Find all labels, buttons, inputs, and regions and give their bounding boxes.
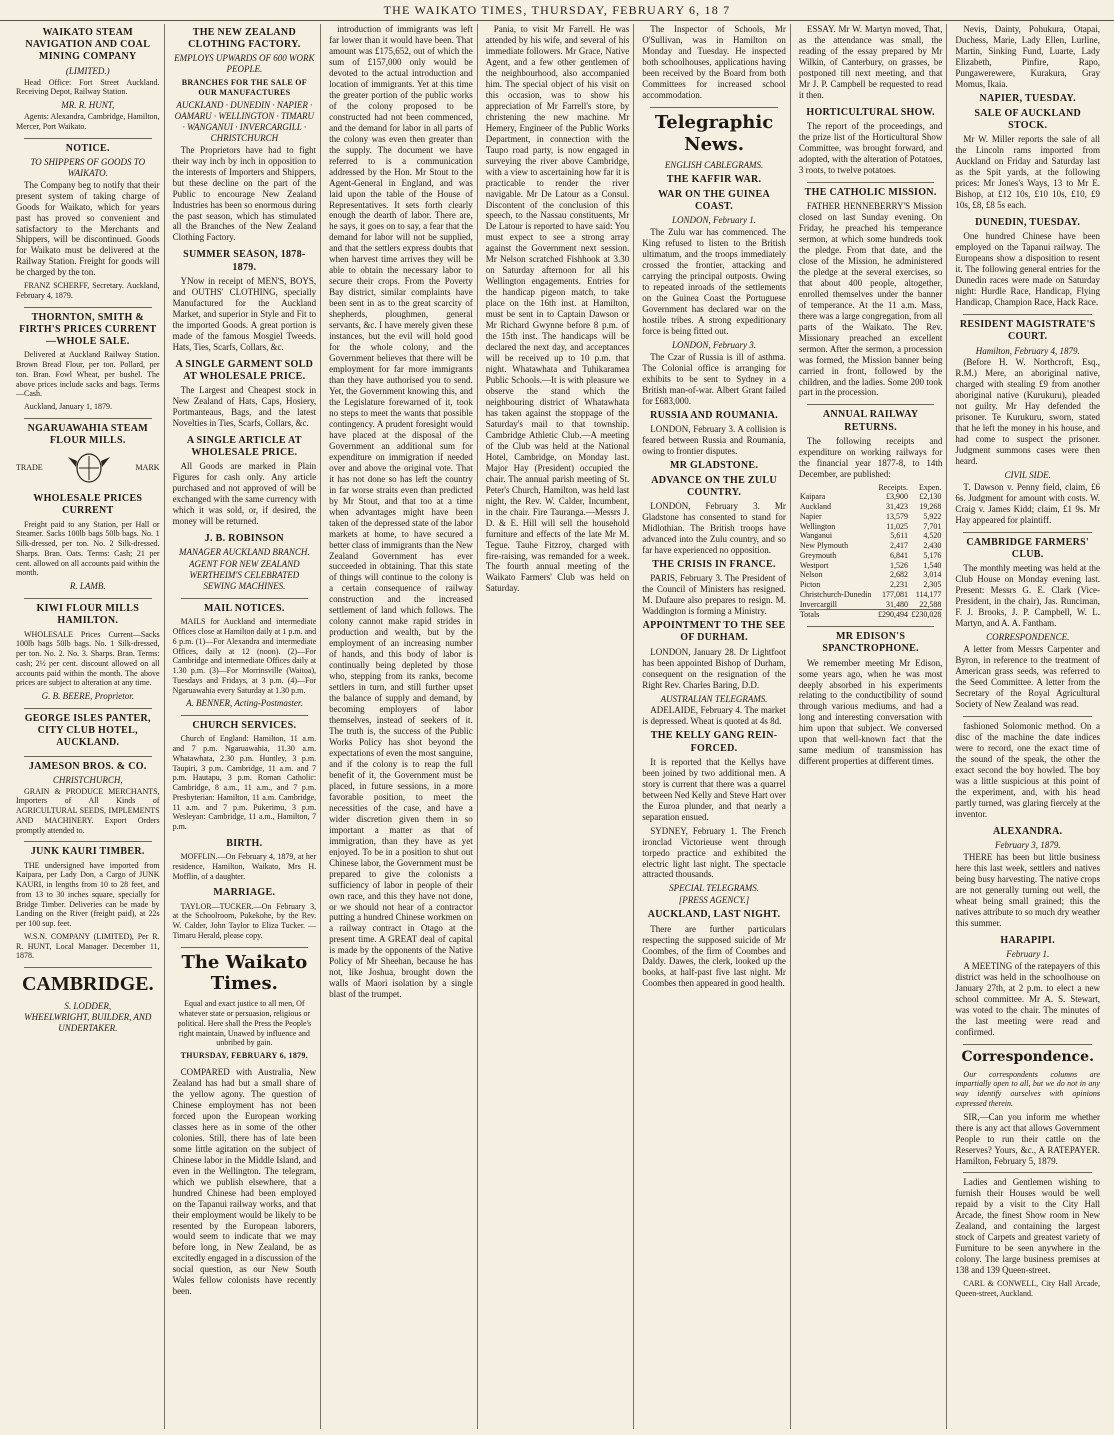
- table-cell: 1,540: [923, 560, 942, 570]
- sale-body: All Goods are marked in Plain Figures for cash only. Any article purchased and not approved of will be exchanged with the same currency with which it was sold, or, if desired, the money will be returned.: [172, 461, 317, 527]
- correspondence-body: A letter from Messrs Carpenter and Byron, in reference to the treatment of American grass seeds, was referred to the Seed Committee. A letter from the Secretary of the Royal Agricultural Society of New Zealand was read.: [955, 644, 1100, 709]
- single-title: A SINGLE GARMENT SOLD AT WHOLESALE PRICE.: [175, 358, 314, 382]
- edison-article: [799, 631, 943, 767]
- table-cell: 5,922: [923, 511, 942, 521]
- summer-season-ad: [173, 249, 317, 352]
- church-title: CHURCH SERVICES.: [192, 720, 297, 732]
- sydney-body: SYDNEY, February 1. The French ironclad Victorieuse went through torpedo practice and exhibited the electric light last night. The spectacle attracted thousands.: [642, 825, 786, 880]
- mission-body: FATHER HENNEBERRY'S Mission closed on last Sunday evening. On Friday, he preached his temperance sermon, at which some hundreds took the pledge. From that date, and the close of the Mission, he administered the pledge at the several exercises, so that about 400 people, altogether, enrolled themselves under the banner of temperance. At the 11 a.m. Mass, there was a large congregation, from all parts of the Waikato. The Rev. Missionary preached an excellent sermon. After the sermon, a procession was formed, the Mission banner being carried in front, followed by the children, and the ladies. Some 200 took part in the procession.: [798, 201, 943, 398]
- table-cell: 31,480: [886, 599, 908, 609]
- harapipi-news: [955, 935, 1100, 1038]
- steam-office: Head Office: Fort Street Auckland. Receiving Depot, Railway Station.: [16, 77, 160, 97]
- kauri-sign: W.S.N. COMPANY (LIMITED), Per R. R. HUNT, Local Manager. December 11, 1878.: [16, 931, 160, 961]
- divider: [24, 708, 152, 709]
- marriage-notice: [173, 887, 317, 940]
- cambridge-title: CAMBRIDGE.: [21, 973, 154, 996]
- durham-body: LONDON, January 28. Dr Lightfoot has been appointed Bishop of Durham, consequent on the resignation of the Right Rev. Charles Baring, D.D.: [642, 646, 786, 690]
- table-cell: £2,130: [919, 492, 942, 502]
- solomonic-item: [955, 721, 1100, 820]
- wholesale-body: Freight paid to any Station, per Hall or Steamer. Sacks 100lb bags 50lb bags. No. 1 Silk-dressed, per ton. No. 2 Silk-dressed. Sharps. Bran. Oats. Terms: Cash; 21 per cent. allowed on all accounts paid within the month.: [16, 519, 160, 578]
- table-cell: 11,025: [886, 521, 908, 531]
- robinson-agent: AGENT FOR NEW ZEALAND WERTHEIM'S CELEBRATED SEWING MACHINES.: [189, 559, 300, 592]
- table-cell: 19,268: [919, 502, 942, 512]
- table-cell: 1,526: [890, 560, 908, 570]
- auckland-body: There are further particulars respecting the supposed suicide of Mr Coombes, of the firm of Coombes and Daldy. Dawes, the clerk, looked up the books, at half-past five last night. Mr Coombes then appeared in good health.: [642, 923, 786, 989]
- table-header-cell: Receipts.: [878, 482, 908, 492]
- club-body: The monthly meeting was held at the Club House on Monday evening last. Present: Messrs G. E. Clark (Vice-President, in the chair), Jas. Runciman, F. J. Brooks, J. P. Campbell, W. L. Martyn, and A. A. Fantham.: [955, 563, 1100, 629]
- civil-body: T. Dawson v. Penny field, claim, £6 6s. Judgment for amount with costs. W. Craig v. James Kidd; claim, £1 9s. Mr Hay appeared for plaintiff.: [955, 482, 1100, 526]
- single-body: The Largest and Cheapest stock in New Zealand of Hats, Caps, Hosiery, Portmanteaus, Bags, and the latest Novelties in Ties, Scarfs, Collars, &c.: [172, 384, 317, 428]
- table-cell: 2,682: [890, 570, 908, 580]
- ladies-sign: CARL & CONWELL, City Hall Arcade, Queen-street, Auckland.: [955, 1279, 1100, 1298]
- times-date: THURSDAY, FEBRUARY 6, 1879.: [180, 1051, 309, 1061]
- corr-title: Correspondence.: [961, 1048, 1094, 1065]
- russia-body: LONDON, February 3. A collision is feared between Russia and Roumania, owing to frontier disputes.: [642, 423, 786, 456]
- mail-title: MAIL NOTICES.: [204, 603, 285, 615]
- catholic-mission: [799, 187, 943, 399]
- table-cell: Christchurch-Dunedin: [799, 589, 872, 599]
- zulu-body: LONDON, February 3. Mr Gladstone has consented to stand for Midlothian. The British troops have advanced into the Zulu country, and so far have experienced no opposition.: [642, 501, 786, 556]
- clothing-title: THE NEW ZEALAND CLOTHING FACTORY.: [188, 27, 301, 51]
- flour-mills-ad: [16, 423, 160, 487]
- flour-date: Auckland, January 1, 1879.: [24, 402, 112, 412]
- column-7: [953, 24, 1104, 1429]
- column-1: [14, 24, 165, 1429]
- table-header-cell: [799, 483, 876, 493]
- single-article-ad: [173, 435, 317, 527]
- kiwi-body: WHOLESALE Prices Current—Sacks 100lb bags 50lb bags. No. 1 Silk-dressed, per ton. No. 2. No. 3. Sharps. Bran. Terms: cash; 2½ per cent. discount allowed on all accounts paid within the month. The above prices are subject to alteration at any time.: [16, 629, 160, 688]
- london-dateline-1: LONDON, February 1.: [672, 215, 757, 226]
- magistrate-court: [955, 319, 1100, 526]
- local-news-body: Pania, to visit Mr Farrell. He was attended by his wife, and several of his immediate followers. Mr Grace, Native Agent, and a few other gentlemen of the neighbourhood, also accompanied him. The special object of his visit on this occasion, was to show his appreciation of Mr Farrell's store, by christening the new machine. Mr Hemery, Engineer of the Public Works Department, in connection with the Taupo road party, is now engaged in surveying the river above Cambridge, with a view to ascertaining how far it is practicable to render the river navigable. Mr De Latour as a Consul. Discontent of the conclusion of this speech, to the Nassau constituents, Mr De Latour is reported to have said: You must expect to see a strong array against the Government next session. Mr Nelson scratched Fishhook at 3.30 on Saturday afternoon for all his Wellington engagements. Entries for the handicap pigeon match, to take place on the 16th inst. at Hamilton, must be sent in to Captain Dawson or Mr Richard Gwynne before 8 p.m. of the 15th inst. The handicaps will be declared the next day, and acceptances will be received up to 10 p.m. that night. Whatawhata and Tuhikaramea Public Schools.—It is with pleasure we observe the stand which the neighbouring district of Whatawhata has taken against the stoppage of the Saturday's mail to that township. Cambridge Athletic Club.—A meeting of the Club was held at the National Hotel, Cambridge, on Monday last. Major Hay (President) occupied the chair. The annual parish meeting of St. Peter's Church, Hamilton, was held last night, the Rev. W. Calder, Incumbent, in the chair. Fire Tauranga.—Messrs J. D. & E. Hill will sell the household furniture and effects of the late Mr M. Tegue. Tauhe Fitzroy, charged with fire-raising, was remanded for a week. The fourth annual meeting of the Waikato Farmers' Club was held on Saturday.: [485, 24, 630, 594]
- essay-body: ESSAY. Mr W. Martyn moved, That, as the attendance was small, the reading of the essay prepared by Mr Wilkin, of Canterbury, on grasses, be postponed till next meeting, and that Mr J. P. Campbell be requested to read it then.: [798, 24, 943, 100]
- table-cell: 5,176: [923, 550, 942, 560]
- table-cell: Napier: [799, 511, 822, 521]
- clothing-factory-ad: [173, 27, 317, 243]
- kelly-body: It is reported that the Kellys have been joined by two additional men. A story is current that there was a quarrel between Ned Kelly and Steve Hart over the Euroa plunder, and that nearly a separation ensued.: [642, 756, 786, 822]
- cambridge-name: S. LODDER,: [64, 1000, 112, 1011]
- kiwi-sign: G. B. BEERE, Proprietor.: [41, 691, 134, 701]
- guinea-body: The Zulu war has commenced. The King refused to listen to the British ultimatum, and the troops immediately crossed the frontier, attacking and carrying the principal outposts. Owing to repeated inroads of the settlements on the Guinea Coast the Portuguese Government has declared war on the hostile tribes. A strong expeditionary force is being fitted out.: [642, 227, 786, 336]
- czar-body: The Czar of Russia is ill of asthma. The Colonial office is arranging for exhibits to be sent to Sydney in a British man-of-war. Albert Grant failed for £683,000.: [642, 351, 786, 406]
- table-row: [799, 570, 943, 580]
- divider: [963, 1172, 1092, 1173]
- jameson-sub: CHRISTCHURCH,: [52, 774, 123, 785]
- table-row: [799, 522, 943, 532]
- table-row: [799, 600, 943, 610]
- clothing-sub: EMPLOYS UPWARDS OF 600 WORK PEOPLE.: [174, 53, 315, 75]
- wholesale-sign: R. LAMB.: [69, 581, 106, 592]
- leader-continued: [329, 24, 473, 1000]
- divider: [807, 182, 935, 183]
- horticultural-show: [799, 107, 943, 176]
- sale-title: A SINGLE ARTICLE AT WHOLESALE PRICE.: [186, 434, 302, 458]
- table-cell: 6,841: [890, 550, 908, 560]
- inspector-news: [642, 24, 786, 101]
- club-title: CAMBRIDGE FARMERS' CLUB.: [966, 537, 1090, 561]
- summer-body: YNow in receipt of MEN'S, BOYS, and OUTHS' CLOTHING, specially Manufactured for the Auckland Market, and superior in Style and Fit to the imported Goods. A great portion is made of the famous Mosgiel Tweeds. Hats, Ties, Scarfs, Collars, &c.: [172, 275, 317, 352]
- table-cell: 2,430: [923, 541, 942, 551]
- harapipi-title: HARAPIPI.: [1000, 934, 1056, 946]
- leader-article: [173, 1067, 317, 1297]
- press-agency: [PRESS AGENCY.]: [678, 895, 750, 906]
- trade-label: TRADE: [16, 463, 43, 473]
- table-cell: Auckland: [799, 502, 831, 512]
- kauri-ad: [16, 846, 160, 961]
- summer-title: SUMMER SEASON, 1878-1879.: [183, 249, 306, 273]
- kauri-title: JUNK KAURI TIMBER.: [30, 846, 145, 858]
- harapipi-date: February 1.: [1006, 948, 1050, 959]
- horticultural-title: HORTICULTURAL SHOW.: [806, 106, 935, 118]
- auckland-heading: AUCKLAND, LAST NIGHT.: [647, 909, 781, 921]
- table-row: [799, 502, 943, 512]
- dunedin-news: [955, 217, 1100, 308]
- divider: [963, 1044, 1092, 1045]
- napier-news: [955, 24, 1100, 211]
- london-dateline-3: LONDON, February 3.: [672, 339, 757, 350]
- gladstone-heading: MR GLADSTONE.: [669, 459, 759, 471]
- jameson-ad: [16, 761, 160, 836]
- corr-body: SIR,—Can you inform me whether there is any act that allows Government People to run their cattle on the Reserves? Yours, &c., A RATEPAYER. Hamilton, February 5, 1879.: [955, 1111, 1100, 1166]
- wholesale-title: WHOLESALE PRICES CURRENT: [33, 493, 143, 517]
- steam-manager: MR. R. HUNT,: [61, 100, 115, 111]
- birth-title: BIRTH.: [226, 837, 263, 849]
- table-cell: 31,423: [886, 502, 908, 512]
- divider: [963, 532, 1092, 533]
- table-cell: 13,579: [886, 511, 908, 521]
- jameson-title: JAMESON BROS. & CO.: [28, 760, 147, 772]
- cambridge-trade: WHEELWRIGHT, BUILDER, AND UNDERTAKER.: [24, 1012, 152, 1034]
- marriage-title: MARRIAGE.: [213, 887, 276, 899]
- table-cell: Invercargill: [799, 599, 838, 609]
- wholesale-ad: [16, 493, 160, 592]
- kelly-heading: THE KELLY GANG REIN-FORCED.: [650, 730, 778, 754]
- ladies-body: Ladies and Gentlemen wishing to furnish their Houses would be well repaid by a visit to the City Hall Arcade, the finest Show room in New Zealand, and containing the largest stock of Carpets and greatest variety of Furniture to be seen anywhere in the colony. The large business premises at 138 and 139 Queen-street.: [955, 1177, 1100, 1276]
- steam-title: WAIKATO STEAM NAVIGATION AND COAL MINING COMPANY: [25, 27, 151, 63]
- column-3: [327, 24, 478, 1429]
- single-garment-ad: [173, 359, 317, 429]
- corr-note: Our correspondents columns are impartially open to all, but we do not in any way identify ourselves with opinions expressed therein.: [955, 1069, 1100, 1108]
- napier-title: NAPIER, TUESDAY.: [979, 92, 1076, 104]
- mail-notices: [173, 603, 317, 709]
- table-row: [799, 512, 943, 522]
- zulu-heading: ADVANCE ON THE ZULU COUNTRY.: [651, 474, 777, 499]
- mark-label: MARK: [135, 463, 160, 473]
- court-title: RESIDENT MAGISTRATE'S COURT.: [959, 319, 1096, 343]
- table-row: [799, 551, 943, 561]
- table-cell: Wellington: [799, 521, 836, 531]
- divider: [181, 715, 309, 716]
- napier-body: Mr W. Miller reports the sale of all the Lincoln rams imported from Auckland on Friday and Saturday last as the Spit yards, at the following prices: Mr Jones's Ways, 13 to Mr E. Bishop, at £12 10s, £10 10s, £10, £9 10s, £8, £8 5s each.: [955, 134, 1100, 211]
- column-4: [484, 24, 635, 1429]
- flour-title: THORNTON, SMITH & FIRTH'S PRICES CURRENT—WHOLE SALE.: [19, 311, 157, 348]
- table-cell: 3,014: [923, 570, 942, 580]
- jameson-body: GRAIN & PRODUCE MERCHANTS, Importers of All Kinds of AGRICULTURAL SEEDS, IMPLEMENTS AND MACHINERY. Export Orders promptly attended to.: [16, 786, 160, 835]
- railway-returns: [799, 409, 943, 620]
- kiwi-title: KIWI FLOUR MILLS HAMILTON.: [36, 603, 140, 627]
- furnishing-ad: [955, 1177, 1100, 1298]
- divider: [807, 404, 935, 405]
- civil-title: CIVIL SIDE.: [1004, 470, 1051, 481]
- times-title: The Waikato Times.: [181, 951, 308, 995]
- steam-navigation-ad: [16, 27, 160, 132]
- table-cell: Kaipara: [799, 492, 826, 502]
- table-row: [799, 561, 943, 571]
- dunedin-title: DUNEDIN, TUESDAY.: [975, 217, 1081, 229]
- flour-prices-ad: [16, 312, 160, 412]
- railway-body: The following receipts and expenditure on working railways for the financial year 1877-8, to 14th December, are published:: [798, 435, 943, 479]
- column-5: [640, 24, 791, 1429]
- divider: [24, 598, 152, 599]
- divider: [963, 314, 1092, 315]
- dunedin-body: One hundred Chinese have been employed on the Tapanui railway. The Europeans show a disposition to resent it. The following general entries for the Dunedin races were made on Saturday night: Hurdle Race, Handicap, Flying Handicap, Champion Race, Hack Race.: [955, 231, 1100, 308]
- table-row: [799, 580, 943, 590]
- church-services: [173, 720, 317, 832]
- crisis-body: PARIS, February 3. The President of the Council of Ministers has resigned. M. Dufaure also prepares to resign. M. Waddington is forming a Ministry.: [642, 573, 786, 617]
- table-row: [799, 531, 943, 541]
- alexandra-date: February 3, 1879.: [994, 839, 1061, 850]
- robinson-name: J. B. ROBINSON: [204, 533, 284, 544]
- durham-heading: APPOINTMENT TO THE SEE OF DURHAM.: [642, 620, 786, 644]
- divider: [24, 138, 152, 139]
- table-row: [799, 590, 943, 600]
- notice-sign: FRANZ SCHERFF, Secretary. Auckland, February 4, 1879.: [16, 281, 160, 301]
- steam-limited: (LIMITED.): [65, 65, 110, 76]
- alexandra-news: [955, 826, 1100, 929]
- divider: [650, 107, 778, 108]
- mission-title: THE CATHOLIC MISSION.: [804, 186, 937, 198]
- correspondence-title: CORRESPONDENCE.: [986, 632, 1070, 643]
- kauri-body: THE undersigned have imported from Kaipara, per Lady Don, a Cargo of JUNK KAURI, in lengths from 10 to 28 feet, and from 13 to 30 inches square, specially for Bridge Timber. Deliveries can be made by Landing on the River (freight paid), at 22s per 100 sup. feet.: [16, 860, 160, 929]
- robinson-ad: [173, 533, 317, 592]
- clothing-towns: AUCKLAND · DUNEDIN · NAPIER · OAMARU · WELLINGTON · TIMARU · WANGANUI · INVERCARGILL · CHRISTCHURCH: [174, 99, 315, 143]
- table-cell: 2,417: [890, 541, 908, 551]
- inspector-body: The Inspector of Schools, Mr O'Sullivan, was in Hamilton on Monday and Tuesday. He inspected both schoolhouses, applications having been received by the Board from both Committees for increased school accommodation.: [642, 24, 786, 100]
- table-row: [799, 492, 943, 502]
- divider: [181, 598, 309, 599]
- leader-continued-body: introduction of immigrants was left far lower than it would have been. That amount was £175,652, out of which the sum of £157,000 only would be devoted to the actual introduction and location of immigrants. Yet at this time the greater portion of the public works of the colony proposed to be constructed had not been commenced, and the demand for labor in all parts of the colony was even then greater than the supply. The document we have referred to is a communication addressed by the Hon. Mr Stout to the Agent-General in England, and was laid upon the table of the House of Representatives. It sets forth clearly enough the dearth of labor. There are, he says, it goes on to say, a fear that the demand for labor will not be supplied, and that the settlers express doubts that when harvest time arrives they will be able to obtain the necessary labor to secure their crops. From the Poverty Bay district, similar complaints have been sent in as to the great scarcity of shepherds, ploughmen, general servants, &c. I have merely given these instances, but the evil will hold good for the whole colony, and the Government believes that there will be employment for far more immigrants than they have authorised you to send. Yet, the Government knowing this, and the Legislature forewarned of it, took no steps to meet the wants that possible contingency. A prudent foresight would have placed at the disposal of the Government an additional sum for expenditure on immigration if needed over and above the original vote. That it has not done so has left the country in far worse straits even than predicted by Mr Stout, and that too at a time when advantages might have been taken of the depressed state of the labor markets at home, to have secured a better class of immigrants than the New Zealand Government has ever succeeded in obtaining. That this state of things will continue to the colony is a certain consequence of railway construction and the increased settlement of land which follows. The colony cannot make rapid strides in production and wealth, but by the employment of an increasing number of hands, and this body of labor is continually being depleted by those who, stepping from its ranks, become settlers in turn, and still further upset the balance of supply and demand, by becoming employers of labor themselves, instead of seekers of it. The truth is, the success of the Public Works Policy has shot beyond the expectations of even the most sanguine, and if the colony is to reap the full benefit of it, the Government must be placed, in future sessions, in a more favorable position, to meet the necessities of the case, and have a wider discretion given them in so important a matter as that of immigration, than they have as yet enjoyed. To be in a position to shut out Chinese labor, the Government must be prepared to give the colonists a sufficiency of labor in people of their own race, and this they have not done, or we should not hear of a contractor putting a hundred Chinese workmen on a railway contract in Otago at the present time. A GREAT deal of capital is made by the opponents of the Native Policy of Mr Sheehan, because he has not, like Joshua, brought down the walls of Maori isolation by a single blast of the trumpet.: [329, 24, 473, 1000]
- correspondence-section: [955, 1049, 1100, 1167]
- column-6: [797, 24, 948, 1429]
- divider: [181, 947, 309, 948]
- column-2: [171, 24, 322, 1429]
- clothing-body: The Proprietors have had to fight their way inch by inch in opposition to the interests of Importers and Shippers, but these decline on the part of the Public to encourage New Zealand Industries has been so enormous during the past season, which has stimulated all the Branches of the New Zealand Clothing Factory.: [172, 144, 317, 243]
- church-body: Church of England: Hamilton, 11 a.m. and 7 p.m. Ngaruawahia, 11.30 a.m. Whatawhata, 2.30 p.m. Huntley, 3 p.m. Taupiri, 3 p.m. Cambridge, 11 a.m. and 7 p.m. Hautapu, 3 p.m. Roman Catholic: Cambridge, 8 a.m., 11 a.m., and 7 p.m. Presbyterian: Hamilton, 11 a.m. Cambridge, 11 a.m. and 7 p.m. Pukerimu, 3 p.m. Wesleyan: Cambridge, 11 a.m., Hamilton, 7 p.m.: [172, 734, 317, 832]
- divider: [24, 418, 152, 419]
- hotel-title: GEORGE ISLES PANTER, CITY CLUB HOTEL, AUCKLAND.: [24, 712, 151, 749]
- table-cell: Wanganui: [799, 531, 833, 541]
- cambridge-ad: [16, 972, 160, 1034]
- table-cell: 114,177: [915, 589, 942, 599]
- table-cell: 4,520: [923, 531, 942, 541]
- table-header-row: [799, 483, 943, 493]
- solomonic-body: fashioned Solomonic method. On a disc of the machine the date indices were to record, one the exact time of the sound of the speak, the other the exact second the boy howled. The boy was a little suspicious at this point of the experiment, and, with his head partly turned, was glaring fiercely at the inventor.: [955, 720, 1100, 819]
- divider: [963, 716, 1092, 717]
- crisis-heading: THE CRISIS IN FRANCE.: [652, 559, 776, 571]
- clothing-branches: BRANCHES FOR THE SALE OF OUR MANUFACTURES: [181, 78, 307, 98]
- notice-title: NOTICE.: [65, 142, 110, 154]
- robinson-role: MANAGER AUCKLAND BRANCH.: [179, 547, 310, 558]
- table-cell: Westport: [799, 560, 829, 570]
- flour-body: Delivered at Auckland Railway Station. Brown Bread Flour, per ton. Pollard, per ton. Bran. Fowl Wheat, per bushel. The above prices include sacks and bags. Terms—Cash.: [16, 350, 160, 399]
- birth-body: MOFFLIN.—On February 4, 1879, at her residence, Hamilton, Waikato, Mrs H. Mofflin, of a daughter.: [172, 852, 317, 881]
- columns: [14, 24, 1104, 1429]
- local-news: [486, 24, 630, 594]
- table-cell: 5,611: [890, 531, 908, 541]
- table-total-row: [799, 610, 943, 620]
- times-nameplate: [173, 952, 317, 1061]
- table-cell: 22,588: [919, 599, 942, 609]
- table-cell: Greymouth: [799, 550, 837, 560]
- table-cell: 177,081: [882, 589, 908, 599]
- table-cell: 2,231: [890, 580, 908, 590]
- horticultural-body: The report of the proceedings, and the prize list of the Horticultural Show Committee, was brought forward, and adopted, with the alteration of Potatoes, 3 roots, to twelve potatoes.: [798, 120, 943, 175]
- adelaide-body: ADELAIDE, February 4. The market is depressed. Wheat is quoted at 4s 8d.: [642, 705, 786, 727]
- table-cell: £3,900: [886, 492, 908, 502]
- court-sub: Hamilton, February 4, 1879.: [975, 345, 1080, 356]
- table-cell: Totals: [799, 610, 820, 620]
- leader-body: COMPARED with Australia, New Zealand has had but a small share of the yellow agony. The question of Chinese employment has not been forced upon the European working classes here as in some of the other colonies. Still, there has of late been some little agitation on the subject of Chinese labor in the Middle Island, and even in the Wellington. The telegram, which we publish elsewhere, that a hundred Chinese had been employed on the Tapanui railway works, and that their employment would be likely to be resented by the European laborers, would seem to indicate that we may before long, in New Zealand, be as excitedly engaged in a discussion of the social question, as our New South Wales fellow colonists have recently been.: [172, 1066, 317, 1297]
- edison-body: We remember meeting Mr Edison, some years ago, when he was most deeply absorbed in his experiments relating to the conductibility of sound through various mediums, and had a long and interesting conversation with him upon that subject. We conversed upon that well-known fact that the same medium of transmission has different properties at different times.: [798, 657, 943, 767]
- table-cell: Nelson: [799, 570, 823, 580]
- mills-title: NGARUAWAHIA STEAM FLOUR MILLS.: [27, 422, 148, 447]
- alexandra-body: THERE has been but little business here this last week, settlers and natives being busy harvesting. The native crops are not generally turning out well, the wheat being small grained; this the natives attribute to so much dry weather this summer.: [955, 851, 1100, 928]
- mail-sign: A. BENNER, Acting-Postmaster.: [186, 698, 303, 709]
- english-cablegrams: ENGLISH CABLEGRAMS.: [664, 159, 764, 170]
- table-cell: £290,494: [878, 610, 908, 620]
- mail-body: MAILS for Auckland and intermediate Offices close at Hamilton daily at 1 p.m. and 6 p.m. (1)—For Alexandra and intermediate Offices, daily at 12 (noon). (2)—For Cambridge and intermediate Offices daily at 1.30 p.m. (3)—For Morrinsville (Waitoa), Tuesdays and Fridays, at 3 p.m. (4)—For Ngaruawahia every Saturday at 1.30 p.m.: [172, 617, 317, 695]
- telegraphic-title: Telegraphic News.: [654, 111, 774, 155]
- special-telegrams: SPECIAL TELEGRAMS.: [669, 883, 759, 894]
- table-header-cell: Expen.: [918, 482, 942, 492]
- railway-table: [799, 483, 943, 621]
- table-row: [799, 541, 943, 551]
- napier-lead: Nevis, Dainty, Pohukura, Otapai, Duchess, Marie, Lady Ellen, Lurline, Martin, Sinking Fund, Luarte, Lady Elizabeth, Pinfire, Rapo, Pungawerewere, Kurakura, Gray Momus, Ikaia.: [955, 24, 1100, 89]
- marriage-body: TAYLOR—TUCKER.—On February 3, at the Schoolroom, Pukekohe, by the Rev. W. Calder, John Taylor to Eliza Tucker. —Timaru Herald, please copy.: [172, 901, 317, 940]
- australian-telegrams: AUSTRALIAN TELEGRAMS.: [660, 693, 768, 704]
- steam-agents: Agents: Alexandra, Cambridge, Hamilton, Mercer, Port Waikato.: [16, 112, 160, 131]
- notice-body: The Company beg to notify that their present system of taking charge of Goods for Waikato, which for years past has proved so convenient and satisfactory to the Merchants and Shippers, will be discontinued. Goods for Waikato must be delivered at the Railway Station. Freight for goods will be charged by the ton.: [16, 179, 160, 278]
- times-motto: Equal and exact justice to all men, Of whatever state or persuasion, religious or political. Here shall the Press the People's right maintain, Unawed by influence and unbribed by gain.: [177, 999, 312, 1048]
- court-body: (Before H. W. Northcroft, Esq., R.M.) Mere, an aboriginal native, charged with stealing £9 from another aboriginal native (Kurukuru), pleaded not guilty. Mr Hay defended the prisoner. Te Kurukuru, sworn, stated that he left the money in his house, and had come to suspect the prisoner. Judgment summons cases were then heard.: [955, 357, 1100, 467]
- table-cell: 7,701: [923, 521, 942, 531]
- divider: [24, 756, 152, 757]
- russia-heading: RUSSIA AND ROUMANIA.: [650, 409, 779, 421]
- guinea-heading: WAR ON THE GUINEA COAST.: [658, 188, 770, 213]
- alexandra-title: ALEXANDRA.: [993, 825, 1063, 837]
- telegraphic-news: [642, 112, 786, 990]
- table-cell: New Plymouth: [799, 541, 849, 551]
- crest-icon: [66, 451, 112, 485]
- table-cell: £230,028: [911, 610, 942, 620]
- page-masthead: THE WAIKATO TIMES, THURSDAY, FEBRUARY 6, 18 7: [0, 0, 1114, 21]
- notice-ad: [16, 143, 160, 301]
- birth-notice: [173, 838, 317, 881]
- divider: [24, 307, 152, 308]
- table-cell: Picton: [799, 580, 821, 590]
- table-body: [799, 492, 943, 610]
- harapipi-body: A MEETING of the ratepayers of this district was held in the schoolhouse on January 27th, at 2 p.m. to elect a new school committee. Mr A. S. Stewart, was voted to the chair. The minutes of the last meeting were read and confirmed.: [955, 960, 1100, 1037]
- divider: [24, 967, 152, 968]
- railway-title: ANNUAL RAILWAY RETURNS.: [822, 409, 919, 433]
- notice-sub: TO SHIPPERS OF GOODS TO WAIKATO.: [30, 156, 146, 178]
- divider: [807, 626, 935, 627]
- essay-item: [799, 24, 943, 101]
- kaffir-war-heading: THE KAFFIR WAR.: [666, 173, 762, 185]
- table-cell: 2,305: [923, 580, 942, 590]
- edison-title: MR EDISON'S SPANCTROPHONE.: [822, 631, 919, 655]
- farmers-club: [955, 537, 1100, 710]
- divider: [24, 841, 152, 842]
- kiwi-mills-ad: [16, 603, 160, 702]
- hotel-ad: [16, 713, 160, 750]
- stock-title: SALE OF AUCKLAND STOCK.: [974, 108, 1082, 132]
